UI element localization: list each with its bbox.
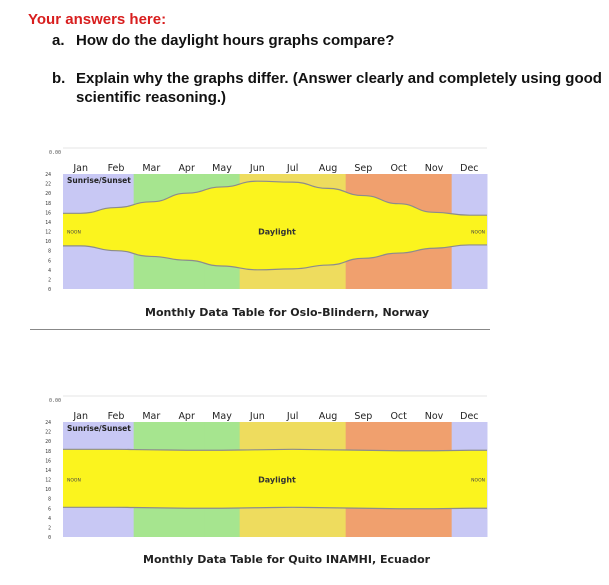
- oslo-y-tick-18: 18: [45, 201, 51, 207]
- oslo-month-label-jun: Jun: [249, 163, 265, 174]
- quito-y-tick-6: 6: [48, 507, 51, 513]
- oslo-y-tick-12: 12: [45, 230, 51, 236]
- question-a-text: How do the daylight hours graphs compare?: [76, 32, 395, 49]
- quito-month-label-jan: Jan: [73, 411, 88, 422]
- divider-line: [30, 329, 490, 330]
- quito-y-tick-10: 10: [45, 488, 51, 494]
- quito-month-label-dec: Dec: [460, 411, 479, 422]
- chart-caption-oslo: Monthly Data Table for Oslo-Blindern, Norway: [145, 306, 430, 319]
- quito-daylight-label: Daylight: [258, 475, 296, 485]
- question-a-label: a.: [52, 32, 65, 49]
- oslo-y-tick-8: 8: [48, 249, 51, 255]
- quito-corner-value: 0.00: [49, 398, 62, 404]
- oslo-month-label-aug: Aug: [318, 163, 338, 174]
- quito-y-tick-14: 14: [45, 468, 51, 474]
- oslo-y-tick-0: 0: [48, 288, 51, 292]
- quito-y-tick-16: 16: [45, 459, 51, 465]
- question-b: [52, 69, 602, 109]
- answers-heading: Your answers here:: [28, 11, 167, 28]
- quito-month-label-apr: Apr: [178, 411, 195, 422]
- quito-y-tick-4: 4: [48, 516, 51, 522]
- quito-y-tick-8: 8: [48, 497, 51, 503]
- daylight-chart-quito: [45, 392, 490, 540]
- oslo-y-tick-14: 14: [45, 220, 51, 226]
- quito-month-label-sep: Sep: [354, 411, 373, 422]
- oslo-month-label-jul: Jul: [286, 163, 299, 174]
- quito-y-tick-2: 2: [48, 526, 51, 532]
- oslo-month-label-nov: Nov: [424, 163, 444, 174]
- oslo-daylight-label: Daylight: [258, 227, 296, 237]
- daylight-chart-oslo: [45, 144, 490, 292]
- quito-noon-label-right: NOON: [471, 478, 485, 484]
- oslo-month-label-oct: Oct: [390, 163, 407, 174]
- oslo-y-tick-16: 16: [45, 211, 51, 217]
- oslo-series-label: Sunrise/Sunset: [67, 176, 131, 185]
- oslo-y-tick-20: 20: [45, 192, 51, 198]
- daylight-chart-quito-svg: [45, 392, 490, 540]
- oslo-y-tick-6: 6: [48, 259, 51, 265]
- question-b-label: b.: [52, 70, 66, 87]
- oslo-y-tick-4: 4: [48, 268, 51, 274]
- quito-y-tick-12: 12: [45, 478, 51, 484]
- quito-y-tick-18: 18: [45, 449, 51, 455]
- quito-month-label-jun: Jun: [249, 411, 265, 422]
- quito-month-label-nov: Nov: [424, 411, 444, 422]
- quito-month-label-mar: Mar: [142, 411, 161, 422]
- quito-month-label-aug: Aug: [318, 411, 338, 422]
- question-b-text-line2: scientific reasoning.): [76, 89, 227, 106]
- quito-month-label-feb: Feb: [107, 411, 125, 422]
- quito-noon-label-left: NOON: [67, 478, 81, 484]
- oslo-month-label-apr: Apr: [178, 163, 195, 174]
- quito-series-label: Sunrise/Sunset: [67, 424, 131, 433]
- oslo-noon-label-right: NOON: [471, 230, 485, 236]
- daylight-chart-oslo-svg: [45, 144, 490, 292]
- oslo-corner-value: 0.00: [49, 150, 62, 156]
- oslo-month-label-sep: Sep: [354, 163, 373, 174]
- question-a: [52, 31, 592, 51]
- oslo-y-tick-24: 24: [45, 173, 51, 178]
- quito-y-tick-0: 0: [48, 536, 51, 540]
- quito-y-tick-22: 22: [45, 430, 51, 436]
- oslo-month-label-dec: Dec: [460, 163, 479, 174]
- oslo-y-tick-22: 22: [45, 182, 51, 188]
- oslo-y-tick-2: 2: [48, 278, 51, 284]
- quito-y-tick-24: 24: [45, 421, 51, 426]
- oslo-month-label-jan: Jan: [73, 163, 88, 174]
- quito-month-label-may: May: [212, 411, 232, 422]
- oslo-y-tick-10: 10: [45, 240, 51, 246]
- oslo-month-label-mar: Mar: [142, 163, 161, 174]
- quito-month-label-oct: Oct: [390, 411, 407, 422]
- chart-caption-quito: Monthly Data Table for Quito INAMHI, Ecuador: [143, 553, 431, 566]
- oslo-month-label-feb: Feb: [107, 163, 125, 174]
- oslo-month-label-may: May: [212, 163, 232, 174]
- question-b-text-line1: Explain why the graphs differ. (Answer clearly and completely using good: [76, 70, 602, 87]
- quito-y-tick-20: 20: [45, 440, 51, 446]
- oslo-noon-label-left: NOON: [67, 230, 81, 236]
- quito-month-label-jul: Jul: [286, 411, 299, 422]
